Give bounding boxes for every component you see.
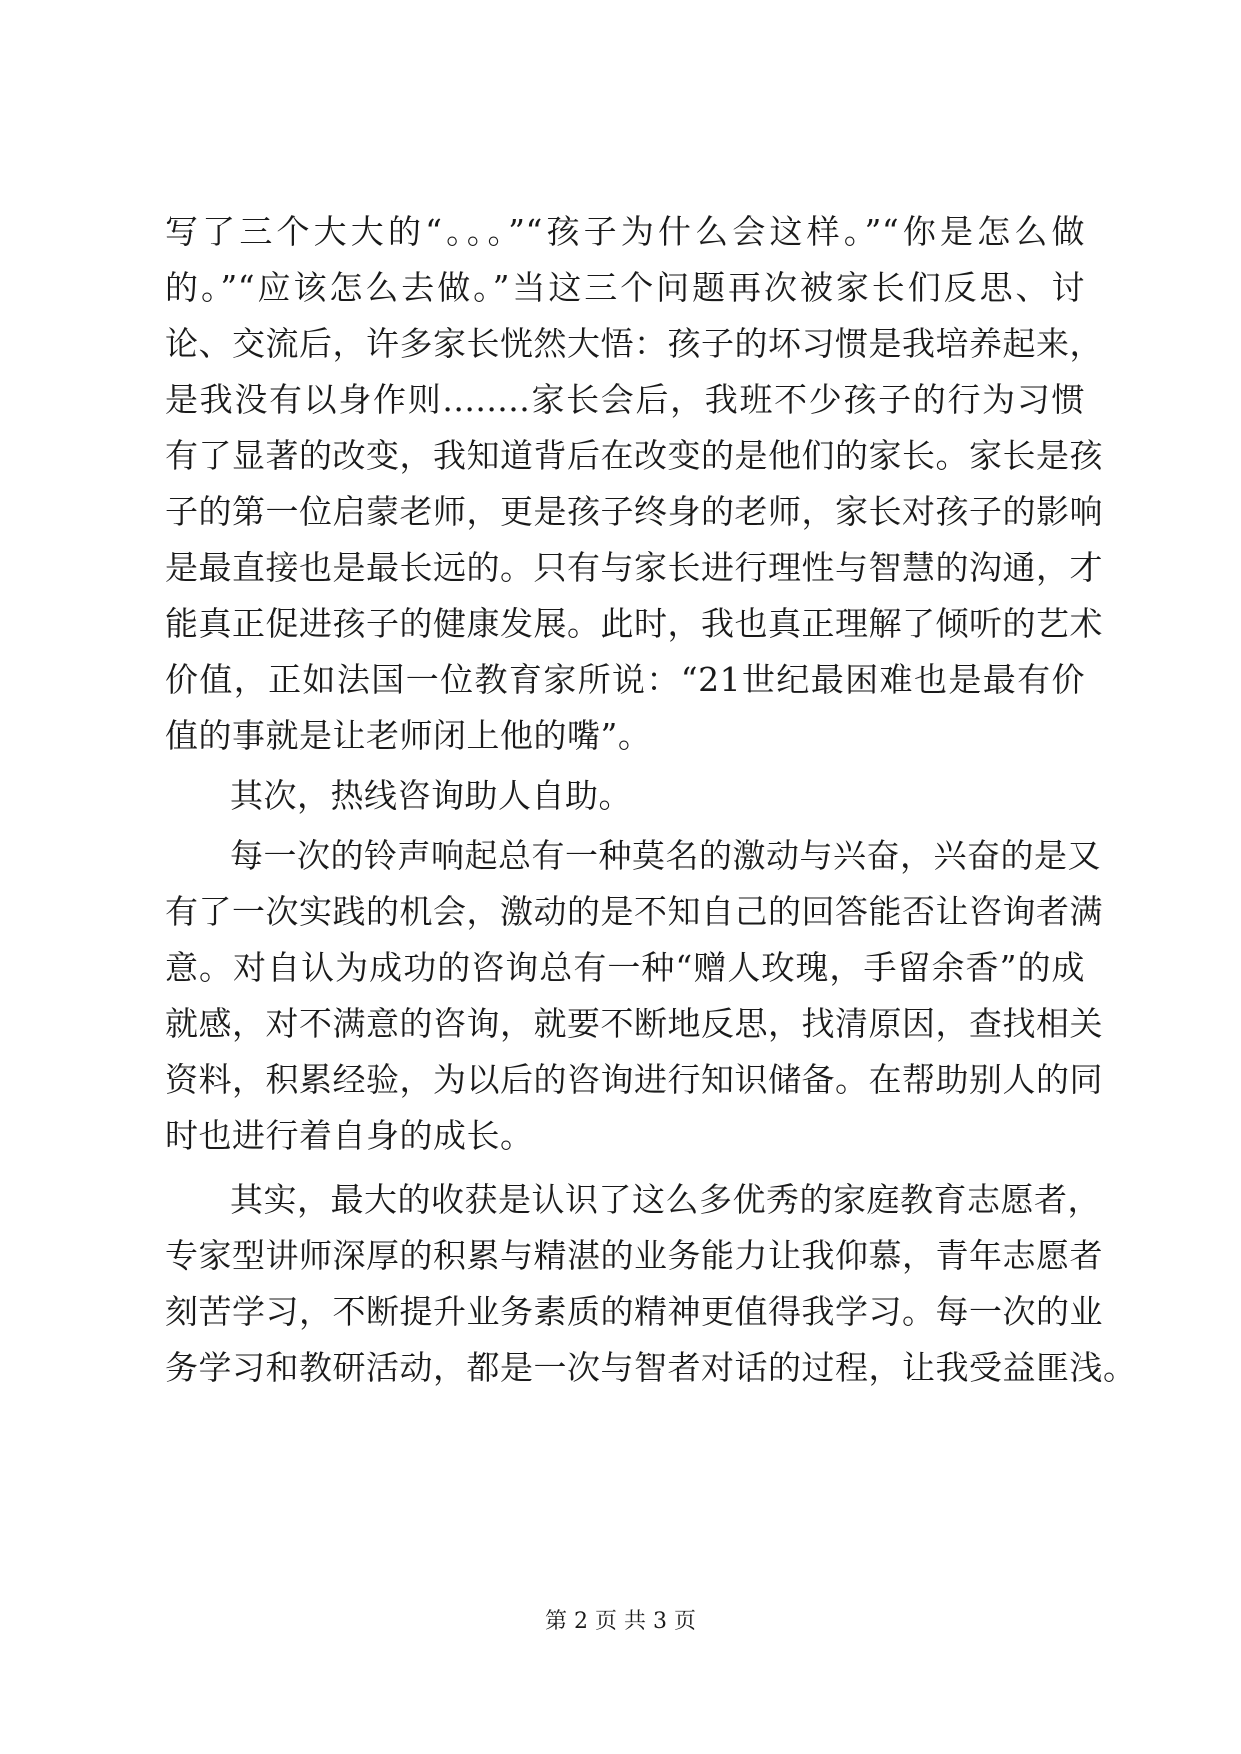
- text-line: 能真正促进孩子的健康发展。此时，我也真正理解了倾听的艺术: [165, 604, 1103, 643]
- text-line: 资料，积累经验，为以后的咨询进行知识储备。在帮助别人的同: [165, 1060, 1103, 1099]
- text-line: 写了三个大大的“。。。”“孩子为什么会这样。”“你是怎么做: [165, 212, 1085, 251]
- text-line: 值的事就是让老师闭上他的嘴”。: [165, 716, 652, 755]
- text-line: 有了一次实践的机会，激动的是不知自己的回答能否让咨询者满: [165, 892, 1103, 931]
- section-heading: 其次，热线咨询助人自助。: [230, 776, 632, 815]
- text-line: 论、交流后，许多家长恍然大悟：孩子的坏习惯是我培养起来，: [165, 324, 1103, 363]
- text-line: 意。对自认为成功的咨询总有一种“赠人玫瑰，手留余香”的成: [165, 948, 1085, 987]
- text-line: 就感，对不满意的咨询，就要不断地反思，找清原因，查找相关: [165, 1004, 1103, 1043]
- text-line: 刻苦学习，不断提升业务素质的精神更值得我学习。每一次的业: [165, 1292, 1103, 1331]
- text-line: 每一次的铃声响起总有一种莫名的激动与兴奋，兴奋的是又: [230, 836, 1101, 875]
- text-line: 时也进行着自身的成长。: [165, 1116, 534, 1155]
- text-line: 专家型讲师深厚的积累与精湛的业务能力让我仰慕，青年志愿者: [165, 1236, 1103, 1275]
- text-line: 价值，正如法国一位教育家所说：“21世纪最困难也是最有价: [165, 660, 1085, 699]
- text-line: 的。”“应该怎么去做。”当这三个问题再次被家长们反思、讨: [165, 268, 1085, 307]
- text-line: 子的第一位启蒙老师，更是孩子终身的老师，家长对孩子的影响: [165, 492, 1103, 531]
- text-line: 其实，最大的收获是认识了这么多优秀的家庭教育志愿者，: [230, 1180, 1101, 1219]
- page-number-footer: 第 2 页 共 3 页: [545, 1609, 696, 1634]
- text-line: 有了显著的改变，我知道背后在改变的是他们的家长。家长是孩: [165, 436, 1103, 475]
- text-line: 是我没有以身作则........家长会后，我班不少孩子的行为习惯: [165, 380, 1085, 419]
- text-line: 是最直接也是最长远的。只有与家长进行理性与智慧的沟通，才: [165, 548, 1103, 587]
- text-line: 务学习和教研活动，都是一次与智者对话的过程，让我受益匪浅。: [165, 1348, 1137, 1387]
